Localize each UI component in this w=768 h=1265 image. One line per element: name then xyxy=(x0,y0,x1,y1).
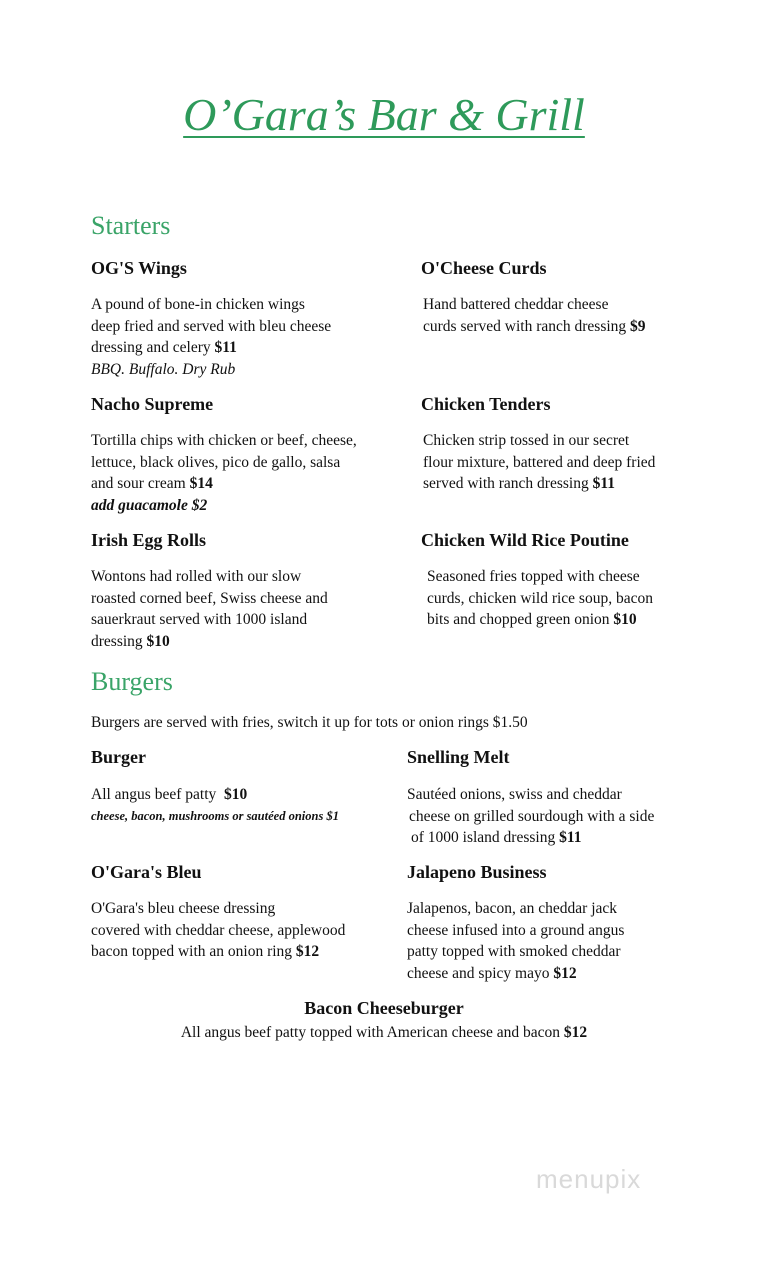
item-note: cheese, bacon, mushrooms or sautéed onions $1 xyxy=(91,808,339,823)
desc-line: roasted corned beef, Swiss cheese and xyxy=(91,589,328,607)
desc-line: All angus beef patty topped with American cheese and bacon xyxy=(180,1024,561,1041)
burgers-intro: Burgers are served with fries, switch it up for tots or onion rings $1.50 xyxy=(91,714,528,731)
page-title: O’Gara’s Bar & Grill xyxy=(183,89,585,140)
section-heading-starters: Starters xyxy=(91,211,171,240)
item-title-tenders: Chicken Tenders xyxy=(421,394,551,414)
item-desc-wings xyxy=(91,294,331,380)
desc-line: A pound of bone-in chicken wings xyxy=(91,296,305,313)
item-title-curds: O'Cheese Curds xyxy=(421,258,547,278)
desc-line: Wontons had rolled with our slow xyxy=(91,568,302,585)
item-title-wings: OG'S Wings xyxy=(91,258,187,278)
desc-line: bacon topped with an onion ring xyxy=(91,943,293,960)
desc-line: All angus beef patty xyxy=(91,786,217,803)
item-title-nacho: Nacho Supreme xyxy=(91,394,214,414)
price: $12 xyxy=(553,964,577,982)
price: $14 xyxy=(189,475,213,492)
desc-line: of 1000 island dressing xyxy=(411,829,556,846)
item-title-snelling: Snelling Melt xyxy=(407,747,510,767)
price: $9 xyxy=(630,317,646,335)
desc-line: lettuce, black olives, pico de gallo, salsa xyxy=(91,453,341,471)
desc-line: cheese on grilled sourdough with a side xyxy=(409,807,655,825)
item-desc-bacon-cheeseburger xyxy=(0,1022,768,1044)
price: $12 xyxy=(563,1024,588,1041)
desc-line: dressing and celery xyxy=(91,339,211,356)
item-desc-nacho xyxy=(91,430,357,516)
watermark-logo: menupix xyxy=(536,1164,642,1194)
desc-line: cheese and spicy mayo xyxy=(407,964,550,982)
desc-line: curds served with ranch dressing xyxy=(423,317,627,335)
desc-line: dressing xyxy=(91,632,143,650)
price: $12 xyxy=(295,943,320,960)
desc-line: O'Gara's bleu cheese dressing xyxy=(91,900,276,917)
item-desc-curds xyxy=(423,294,646,337)
price: $11 xyxy=(592,475,615,492)
item-desc-snelling xyxy=(407,784,654,849)
desc-line: covered with cheddar cheese, applewood xyxy=(91,921,346,939)
desc-line: patty topped with smoked cheddar xyxy=(407,943,621,960)
section-heading-burgers: Burgers xyxy=(91,667,173,696)
desc-line: served with ranch dressing xyxy=(423,475,589,492)
item-title-poutine: Chicken Wild Rice Poutine xyxy=(421,530,629,550)
desc-line: curds, chicken wild rice soup, bacon xyxy=(427,589,653,607)
price: $11 xyxy=(559,829,582,846)
item-title-jalapeno: Jalapeno Business xyxy=(407,862,547,882)
desc-line: flour mixture, battered and deep fried xyxy=(423,453,656,471)
desc-line: sauerkraut served with 1000 island xyxy=(91,611,308,628)
item-note: BBQ. Buffalo. Dry Rub xyxy=(91,360,236,378)
desc-line: and sour cream xyxy=(91,475,186,492)
item-note: add guacamole $2 xyxy=(91,496,208,514)
price: $10 xyxy=(224,786,248,803)
item-desc-jalapeno xyxy=(407,898,624,984)
item-desc-poutine xyxy=(427,566,653,631)
item-title-bacon-cheeseburger: Bacon Cheeseburger xyxy=(304,998,464,1018)
desc-line: Tortilla chips with chicken or beef, cheese, xyxy=(91,432,357,449)
desc-line: cheese infused into a ground angus xyxy=(407,921,625,939)
item-title-eggrolls: Irish Egg Rolls xyxy=(91,530,207,550)
desc-line: bits and chopped green onion xyxy=(427,611,610,628)
desc-line: Seasoned fries topped with cheese xyxy=(427,568,640,585)
item-title-bleu: O'Gara's Bleu xyxy=(91,862,202,882)
desc-line: Chicken strip tossed in our secret xyxy=(423,432,630,449)
item-title-burger: Burger xyxy=(91,747,146,767)
price: $10 xyxy=(613,611,637,628)
price: $10 xyxy=(146,632,170,650)
item-desc-bleu xyxy=(91,898,345,963)
desc-line: Sautéed onions, swiss and cheddar xyxy=(407,786,622,803)
item-desc-eggrolls xyxy=(91,566,328,652)
price: $11 xyxy=(214,339,237,356)
item-desc-tenders xyxy=(423,430,655,495)
desc-line: deep fried and served with bleu cheese xyxy=(91,317,332,335)
item-desc-burger xyxy=(91,784,339,827)
desc-line: Hand battered cheddar cheese xyxy=(423,296,609,313)
desc-line: Jalapenos, bacon, an cheddar jack xyxy=(407,900,618,917)
